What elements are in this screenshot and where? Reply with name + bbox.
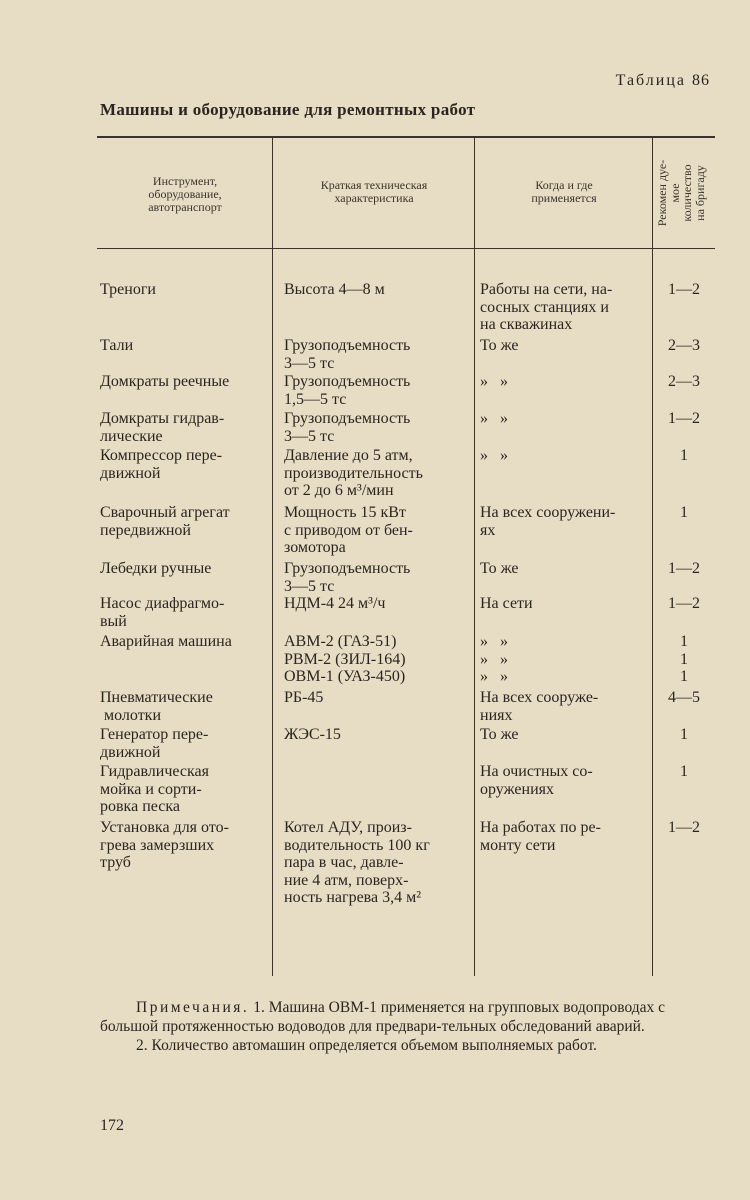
row-8-qty: 1—2 (668, 595, 700, 612)
row-4-qty: 1—2 (668, 410, 700, 427)
row-7-qty: 1—2 (668, 560, 700, 577)
table-top-rule (97, 136, 715, 138)
row-4-tool: Домкраты гидрав- лические (100, 410, 225, 445)
row-10-where: На всех сооруже- ниях (480, 689, 599, 724)
row-9-where: » » » » » » (480, 633, 508, 685)
row-13-tool: Установка для ото- грева замерзших труб (100, 819, 229, 871)
row-3-spec: Грузоподъемность 1,5—5 тс (284, 373, 411, 408)
row-12-where: На очистных со- оружениях (480, 763, 593, 798)
row-12-qty: 1 (680, 763, 688, 780)
row-2-qty: 2—3 (668, 337, 700, 354)
row-10-spec: РБ-45 (284, 689, 324, 706)
row-10-qty: 4—5 (668, 689, 700, 706)
table-number-label (616, 72, 710, 90)
row-4-spec: Грузоподъемность 3—5 тс (284, 410, 411, 445)
row-11-tool: Генератор пере- движной (100, 726, 209, 761)
row-5-spec: Давление до 5 атм, производительность от 2 до 6 м³/мин (284, 447, 423, 499)
header-where: Когда и где применяется (531, 178, 597, 205)
row-7-tool: Лебедки ручные (100, 560, 212, 577)
notes-block (100, 998, 715, 1055)
row-1-qty: 1—2 (668, 281, 700, 298)
row-5-tool: Компрессор пере- движной (100, 447, 223, 482)
page-number: 172 (100, 1117, 124, 1134)
row-10-tool: Пневматические молотки (100, 689, 213, 724)
row-11-spec: ЖЭС-15 (284, 726, 341, 743)
row-9-spec: АВМ-2 (ГАЗ-51) РВМ-2 (ЗИЛ-164) ОВМ-1 (УАЗ-450) (284, 633, 406, 685)
row-13-where: На работах по ре- монту сети (480, 819, 601, 854)
row-2-where: То же (480, 337, 519, 354)
row-4-where: » » (480, 410, 508, 427)
row-13-qty: 1—2 (668, 819, 700, 836)
row-7-where: То же (480, 560, 519, 577)
table-word: Таблица (615, 72, 686, 89)
header-bottom-rule (97, 248, 715, 249)
row-6-qty: 1 (680, 504, 688, 521)
row-2-tool: Тали (100, 337, 134, 354)
row-6-tool: Сварочный агрегат передвижной (100, 504, 230, 539)
row-3-tool: Домкраты реечные (100, 373, 230, 390)
header-qty-text: Рекомен дуе- мое количество на бригаду (655, 159, 707, 227)
row-7-spec: Грузоподъемность 3—5 тс (284, 560, 411, 595)
note-1 (100, 998, 715, 1036)
row-11-where: То же (480, 726, 519, 743)
row-5-where: » » (480, 447, 508, 464)
table-title: Машины и оборудование для ремонтных работ (100, 100, 476, 119)
row-8-where: На сети (480, 595, 533, 612)
header-qty (652, 140, 710, 246)
row-3-qty: 2—3 (668, 373, 700, 390)
row-6-spec: Мощность 15 кВт с приводом от бен- зомотора (284, 504, 413, 556)
row-5-qty: 1 (680, 447, 688, 464)
row-8-spec: НДМ-4 24 м³/ч (284, 595, 386, 612)
row-8-tool: Насос диафрагмо- вый (100, 595, 225, 630)
row-9-qty: 1 1 1 (680, 633, 688, 685)
note-1-text: 1. Машина ОВМ-1 применяется на групповых водопроводах с большой протяженностью водоводов для предвари-тельных обследований аварий. (100, 999, 666, 1035)
header-spec: Краткая техническая характеристика (320, 178, 428, 205)
column-divider-1 (272, 138, 273, 976)
note-2: 2. Количество автомашин определяется объемом выполняемых работ. (136, 1037, 597, 1054)
notes-label: Примечания. (136, 999, 250, 1016)
row-9-tool: Аварийная машина (100, 633, 232, 650)
column-divider-3 (652, 138, 653, 976)
row-1-spec: Высота 4—8 м (284, 281, 385, 298)
row-11-qty: 1 (680, 726, 688, 743)
table-number: 86 (692, 72, 710, 89)
row-13-spec: Котел АДУ, произ- водительность 100 кг пара в час, давле- ние 4 атм, поверх- ность нагрева 3,4 м² (284, 819, 430, 906)
row-6-where: На всех сооружени- ях (480, 504, 616, 539)
row-2-spec: Грузоподъемность 3—5 тс (284, 337, 411, 372)
row-12-tool: Гидравлическая мойка и сорти- ровка песка (100, 763, 209, 815)
header-tool: Инструмент, оборудование, автотранспорт (148, 174, 222, 214)
column-divider-2 (474, 138, 475, 976)
row-1-where: Работы на сети, на- сосных станциях и на скважинах (480, 281, 613, 333)
row-3-where: » » (480, 373, 508, 390)
row-1-tool: Треноги (100, 281, 156, 298)
